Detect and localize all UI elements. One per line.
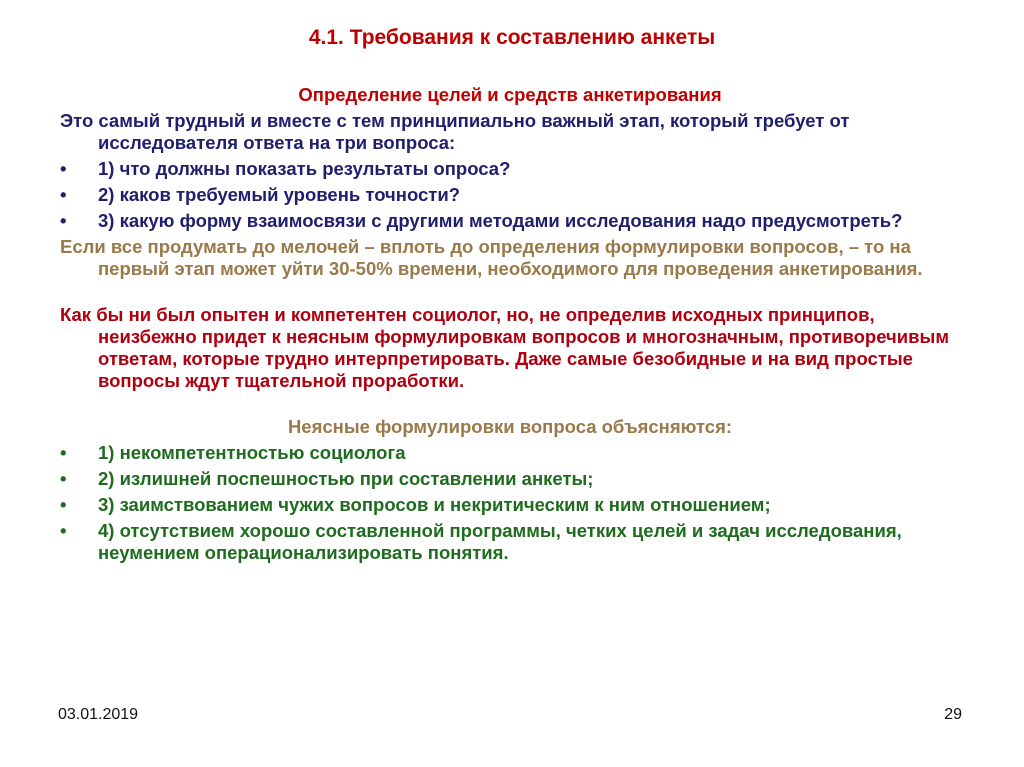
section1-bullet-list bbox=[60, 158, 960, 232]
list-item bbox=[60, 494, 960, 516]
bullet-icon: • bbox=[60, 158, 67, 179]
list-item bbox=[60, 468, 960, 490]
list-item bbox=[60, 184, 960, 206]
list-item-text: 3) какую форму взаимосвязи с другими методами исследования надо предусмотреть? bbox=[98, 210, 903, 231]
spacer bbox=[60, 280, 960, 304]
section3-bullet-list bbox=[60, 442, 960, 564]
list-item-text: 2) каков требуемый уровень точности? bbox=[98, 184, 461, 205]
list-item bbox=[60, 210, 960, 232]
slide-title: 4.1. Требования к составлению анкеты bbox=[308, 26, 716, 49]
spacer bbox=[60, 392, 960, 416]
slide-content bbox=[60, 84, 960, 568]
list-item-text: 1) некомпетентностью социолога bbox=[98, 442, 406, 463]
list-item bbox=[60, 442, 960, 464]
section1-note: Если все продумать до мелочей – вплоть до определения формулировки вопросов, – то на первый этап может уйти 30-50% времени, необходимого для проведения анкетирования. bbox=[60, 236, 923, 279]
list-item-text: 3) заимствованием чужих вопросов и некритическим к ним отношением; bbox=[98, 494, 771, 515]
list-item-text: 2) излишней поспешностью при составлении анкеты; bbox=[98, 468, 594, 489]
page-number: 29 bbox=[944, 706, 962, 723]
section1-heading: Определение целей и средств анкетирования bbox=[298, 84, 722, 105]
bullet-icon: • bbox=[60, 468, 67, 489]
list-item-text: 4) отсутствием хорошо составленной программы, четких целей и задач исследования, неумением операционализировать понятия. bbox=[98, 520, 902, 563]
bullet-icon: • bbox=[60, 184, 67, 205]
bullet-icon: • bbox=[60, 494, 67, 515]
bullet-icon: • bbox=[60, 442, 67, 463]
section1-intro: Это самый трудный и вместе с тем принципиально важный этап, который требует от исследователя ответа на три вопроса: bbox=[60, 110, 850, 153]
section2-paragraph: Как бы ни был опытен и компетентен социолог, но, не определив исходных принципов, неизбежно придет к неясным формулировкам вопросов и многозначным, противоречивым ответам, которые трудно интерпретировать. Даже самые безобидные и на вид простые вопросы ждут тщательной проработки. bbox=[60, 304, 950, 391]
list-item-text: 1) что должны показать результаты опроса? bbox=[98, 158, 511, 179]
list-item bbox=[60, 158, 960, 180]
section3-heading: Неясные формулировки вопроса объясняются: bbox=[287, 416, 733, 437]
list-item bbox=[60, 520, 960, 564]
bullet-icon: • bbox=[60, 520, 67, 541]
footer-date: 03.01.2019 bbox=[58, 706, 139, 723]
bullet-icon: • bbox=[60, 210, 67, 231]
